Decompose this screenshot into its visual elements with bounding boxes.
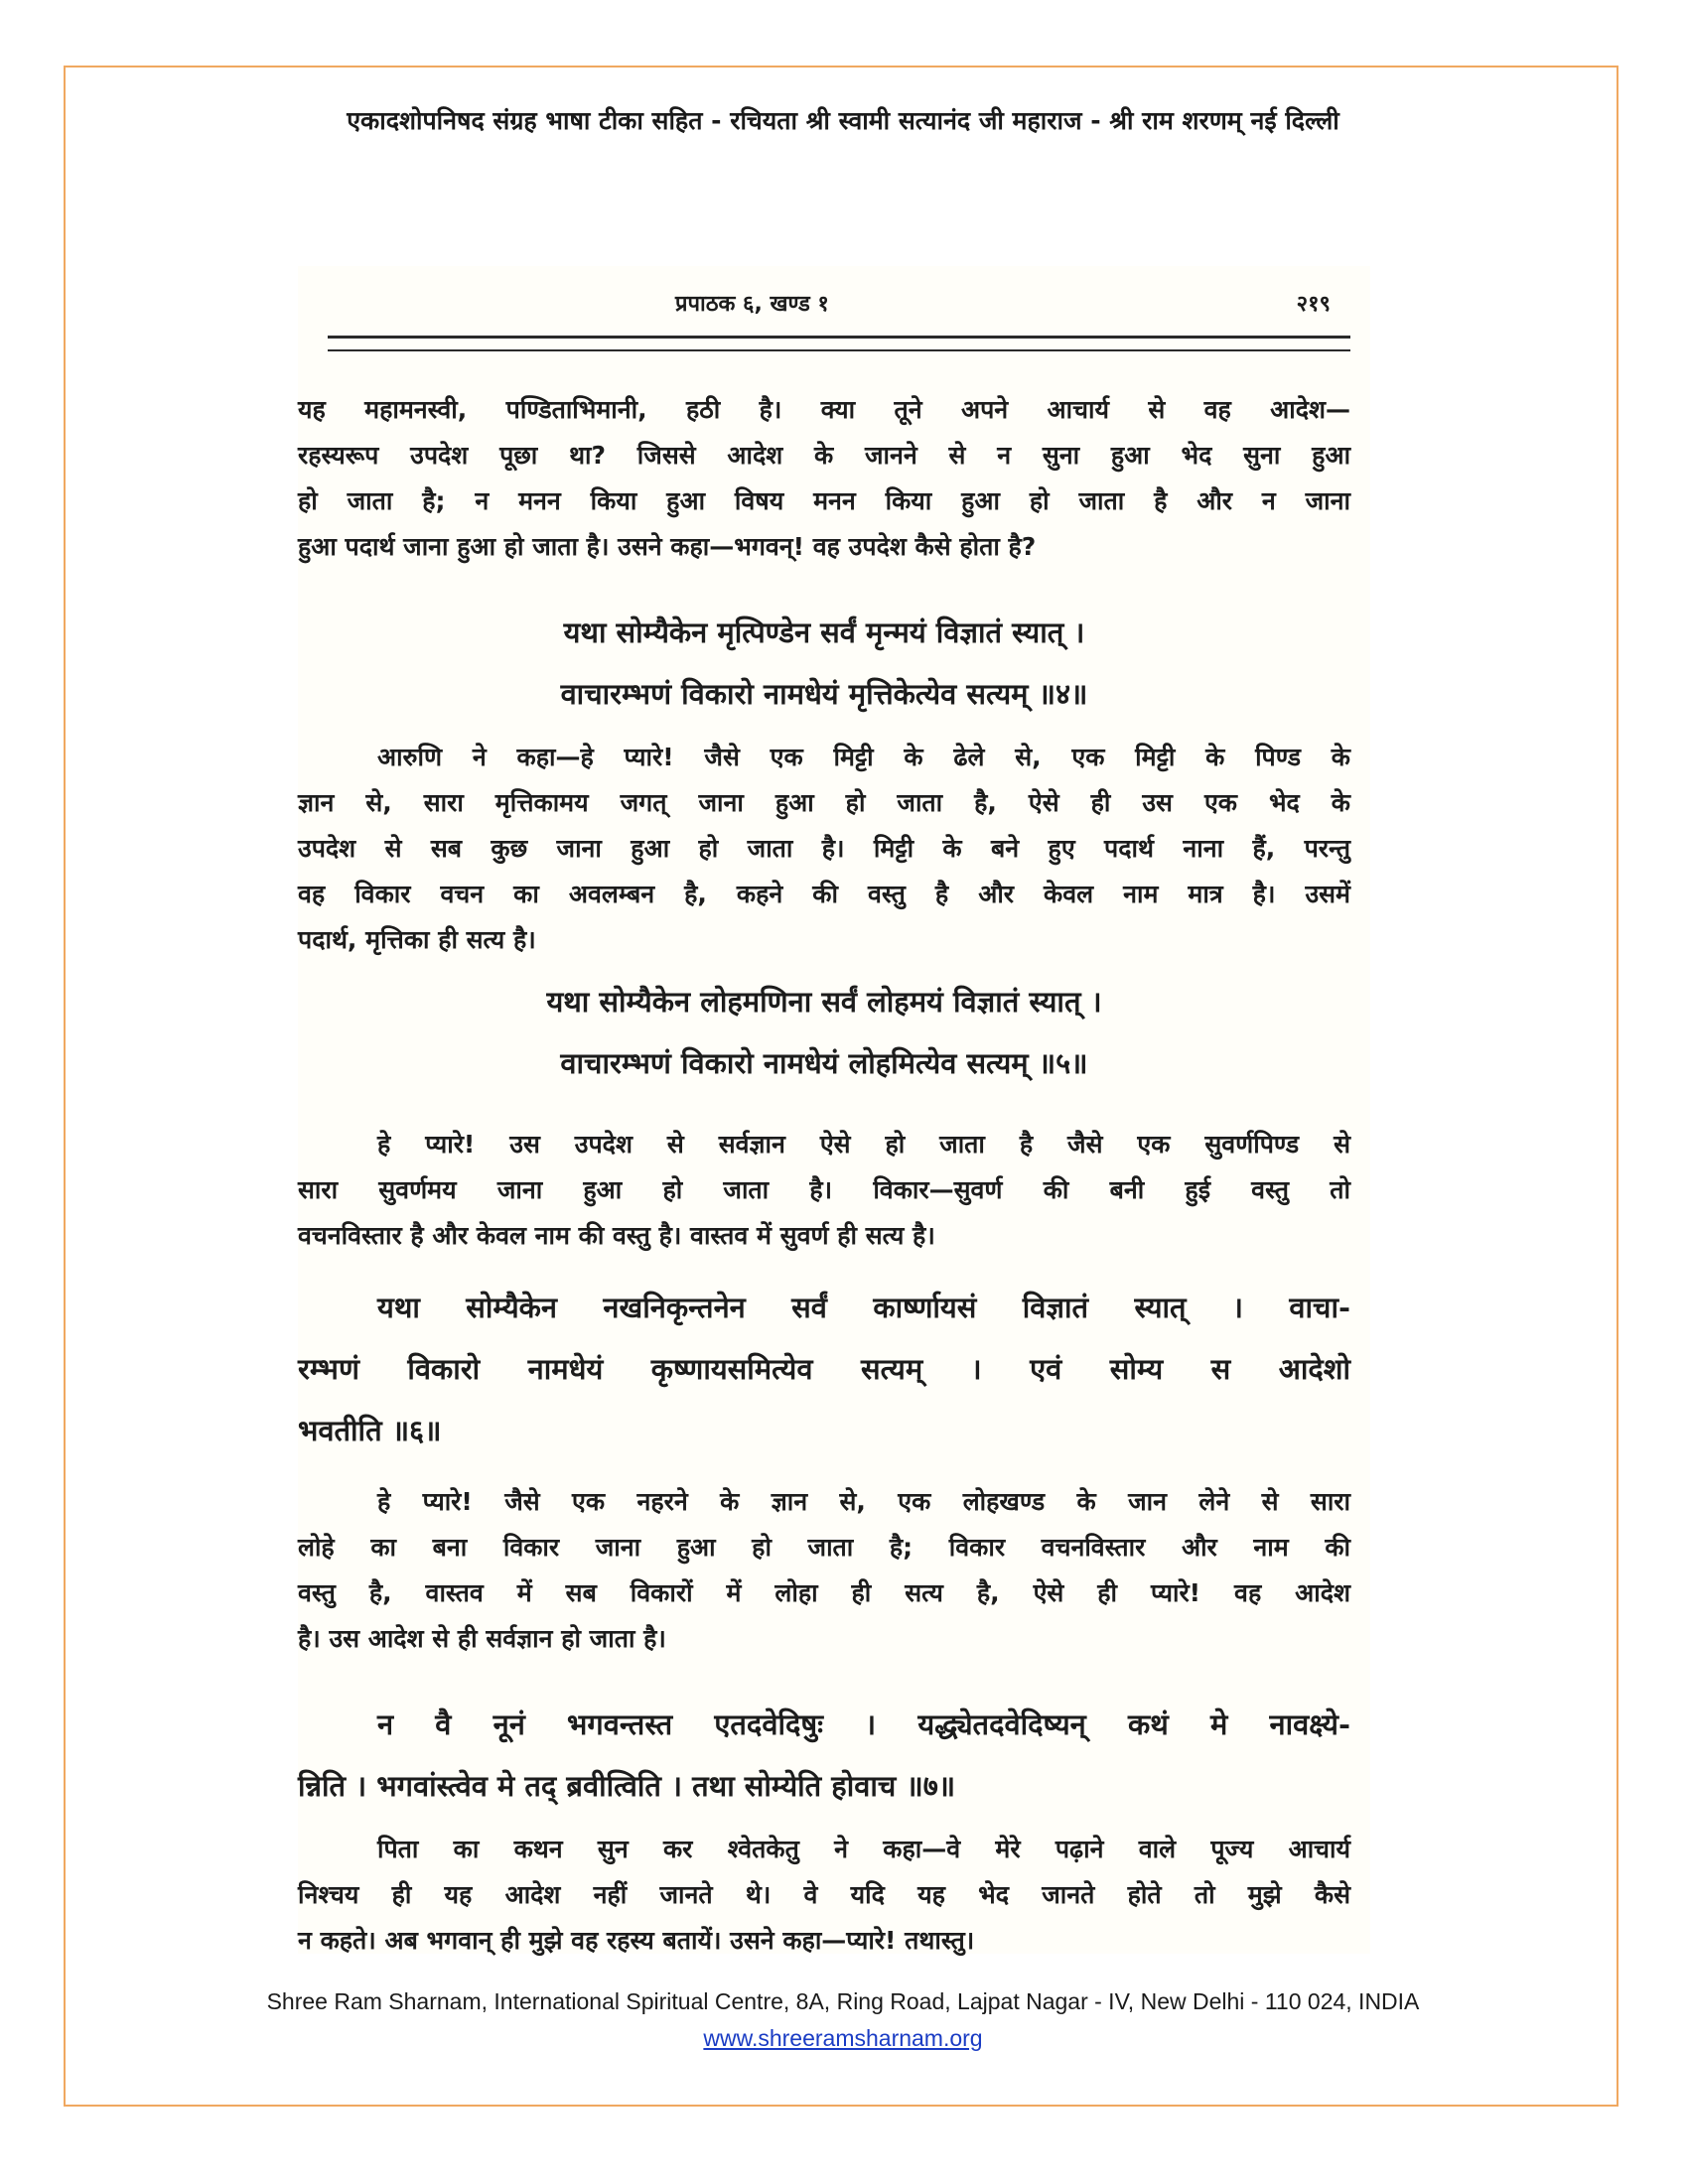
text-line: लोहे का बना विकार जाना हुआ हो जाता है; विकार वचनविस्तार और नाम की [298,1533,1350,1562]
text-line: हे प्यारे! उस उपदेश से सर्वज्ञान ऐसे हो जाता है जैसे एक सुवर्णपिण्ड से [377,1130,1350,1159]
verse-line: यथा सोम्यैकेन नखनिकृन्तनेन सर्वं कार्ष्णायसं विज्ञातं स्यात् । वाचा- [377,1291,1350,1324]
website-link[interactable]: www.shreeramsharnam.org [703,2025,983,2051]
text-line: वस्तु है, वास्तव में सब विकारों में लोहा ही सत्य है, ऐसे ही प्यारे! वह आदेश [298,1578,1350,1607]
verse-5 [298,971,1350,1094]
scanned-page [298,266,1370,1954]
verse-line: वाचारम्भणं विकारो नामधेयं मृत्तिकेत्येव सत्यम् ॥४॥ [560,677,1088,711]
text-line: हो जाता है; न मनन किया हुआ विषय मनन किया हुआ हो जाता है और न जाना [298,486,1350,515]
verse-6 [298,1277,1350,1461]
text-line: सारा सुवर्णमय जाना हुआ हो जाता है। विकार—सुवर्ण की बनी हुई वस्तु तो [298,1175,1350,1204]
text-line: आरुणि ने कहा—हे प्यारे! जैसे एक मिट्टी के ढेले से, एक मिट्टी के पिण्ड के [377,743,1350,771]
text-line: वह विकार वचन का अवलम्बन है, कहने की वस्तु है और केवल नाम मात्र है। उसमें [298,880,1350,908]
scan-page-header [298,288,1360,328]
text-line: यह महामनस्वी, पण्डिताभिमानी, हठी है। क्या तूने अपने आचार्य से वह आदेश— [298,395,1350,424]
footer-address: Shree Ram Sharnam, International Spiritual Centre, 8A, Ring Road, Lajpat Nagar - IV, New Delhi - 110 024, INDIA [266,1988,1420,2014]
text-line: पिता का कथन सुन कर श्वेतकेतु ने कहा—वे मेरे पढ़ाने वाले पूज्य आचार्य [377,1835,1350,1863]
paragraph-3 [298,1122,1350,1259]
page-number: २१९ [1296,292,1331,317]
verse-line: न्निति । भगवांस्त्वेव मे तद् ब्रवीत्विति । तथा सोम्येति होवाच ॥७॥ [298,1769,956,1803]
verse-7 [298,1694,1350,1817]
text-line: है। उस आदेश से ही सर्वज्ञान हो जाता है। [298,1624,666,1653]
paragraph-4 [298,1479,1350,1662]
text-line: निश्चय ही यह आदेश नहीं जानते थे। वे यदि यह भेद जानते होते तो मुझे कैसे [298,1880,1350,1909]
paragraph-1 [298,387,1350,570]
chapter-label: प्रपाठक ६, खण्ड १ [675,292,829,317]
paragraph-5 [298,1827,1350,1964]
verse-line: यथा सोम्यैकेन लोहमणिना सर्वं लोहमयं विज्ञातं स्यात् । [546,985,1102,1019]
paragraph-2 [298,735,1350,963]
text-line: रहस्यरूप उपदेश पूछा था? जिससे आदेश के जानने से न सुना हुआ भेद सुना हुआ [298,441,1350,470]
document-header-title: एकादशोपनिषद संग्रह भाषा टीका सहित - रचियता श्री स्वामी सत्यानंद जी महाराज - श्री राम शरणम् नई दिल्ली [347,106,1339,135]
text-line: उपदेश से सब कुछ जाना हुआ हो जाता है। मिट्टी के बने हुए पदार्थ नाना हैं, परन्तु [298,834,1350,863]
text-line: हे प्यारे! जैसे एक नहरने के ज्ञान से, एक लोहखण्ड के जान लेने से सारा [377,1487,1350,1516]
verse-line: यथा सोम्यैकेन मृत्पिण्डेन सर्वं मृन्मयं विज्ञातं स्यात् । [563,615,1085,649]
verse-line: वाचारम्भणं विकारो नामधेयं लोहमित्येव सत्यम् ॥५॥ [560,1046,1088,1080]
text-line: हुआ पदार्थ जाना हुआ हो जाता है। उसने कहा—भगवन्! वह उपदेश कैसे होता है? [298,532,1037,561]
text-line: वचनविस्तार है और केवल नाम की वस्तु है। वास्तव में सुवर्ण ही सत्य है। [298,1221,935,1250]
header-rule-thick [328,336,1350,339]
text-line: पदार्थ, मृत्तिका ही सत्य है। [298,925,536,954]
text-line: न कहते। अब भगवान् ही मुझे वह रहस्य बतायें। उसने कहा—प्यारे! तथास्तु। [298,1926,975,1955]
verse-4 [298,602,1350,725]
text-line: ज्ञान से, सारा मृत्तिकामय जगत् जाना हुआ हो जाता है, ऐसे ही उस एक भेद के [298,788,1350,817]
header-rule-thin [328,349,1350,351]
verse-line: रम्भणं विकारो नामधेयं कृष्णायसमित्येव सत्यम् । एवं सोम्य स आदेशो [298,1352,1350,1386]
verse-line: भवतीति ॥६॥ [298,1414,442,1447]
verse-line: न वै नूनं भगवन्तस्त एतदवेदिषुः । यद्ध्येतदवेदिष्यन् कथं मे नावक्ष्ये- [377,1707,1350,1741]
